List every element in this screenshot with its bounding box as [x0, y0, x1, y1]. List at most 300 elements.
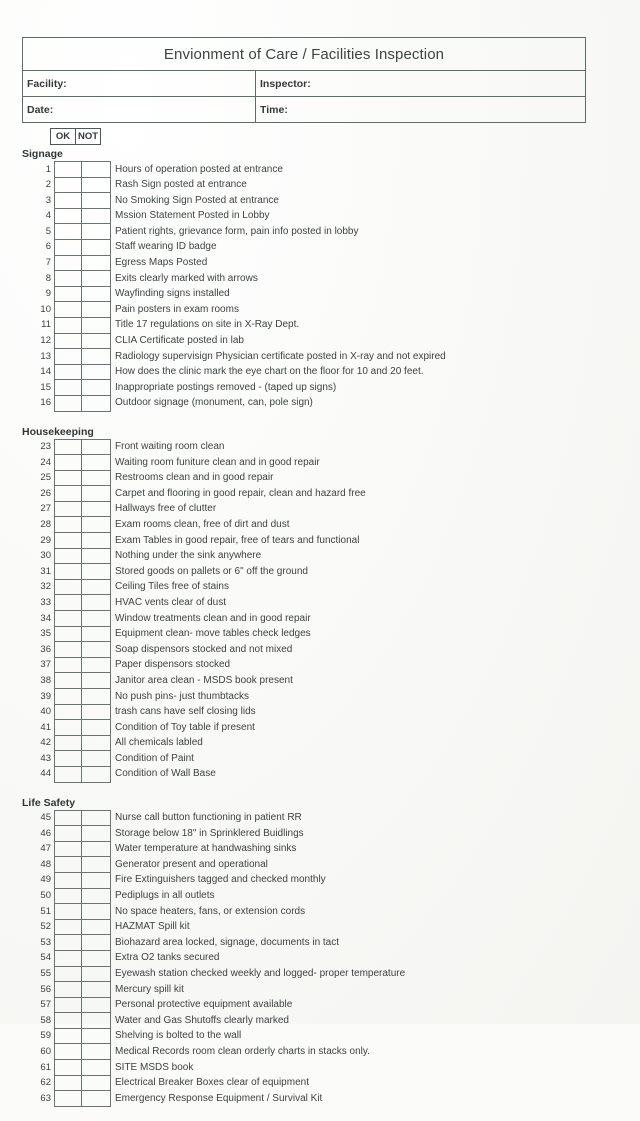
ok-checkbox-cell[interactable] [55, 720, 82, 736]
table-row [22, 517, 367, 533]
row-label: Generator present and operational [115, 858, 268, 870]
table-row [22, 904, 406, 920]
row-label: Window treatments clean and in good repair [115, 612, 311, 624]
not-checkbox-cell[interactable] [82, 872, 111, 888]
facility-field[interactable]: Facility: [23, 71, 256, 97]
ok-checkbox-cell[interactable] [55, 611, 82, 627]
table-row [22, 548, 367, 564]
row-label: Outdoor signage (monument, can, pole sign) [115, 397, 313, 409]
row-label: Pain posters in exam rooms [115, 303, 239, 315]
row-number: 37 [40, 659, 51, 671]
row-label: Restrooms clean and in good repair [115, 472, 274, 484]
legend-not-label: NOT [77, 131, 99, 142]
table-row [22, 766, 367, 782]
row-label: Rash Sign posted at entrance [115, 179, 247, 191]
row-number: 47 [40, 843, 51, 855]
table-row [22, 1091, 406, 1107]
row-number: 60 [40, 1045, 51, 1057]
ok-checkbox-cell[interactable] [55, 904, 82, 920]
table-row [22, 841, 406, 857]
row-label: Exam Tables in good repair, free of tears and functional [115, 534, 360, 546]
not-checkbox-cell[interactable] [82, 395, 111, 411]
not-checkbox-cell[interactable] [82, 826, 111, 842]
row-number: 57 [40, 999, 51, 1011]
row-label: Waiting room funiture clean and in good repair [115, 456, 320, 468]
table-row [22, 255, 447, 271]
table-row [22, 966, 406, 982]
table-row [22, 239, 447, 255]
not-checkbox-cell[interactable] [82, 517, 111, 533]
section-title: Life Safety [22, 796, 76, 809]
table-row [22, 564, 367, 580]
table-row [22, 193, 447, 209]
row-label: Exam rooms clean, free of dirt and dust [115, 518, 290, 530]
table-row [22, 208, 447, 224]
not-checkbox-cell[interactable] [82, 533, 111, 549]
ok-checkbox-cell[interactable] [55, 470, 82, 486]
ok-checkbox-cell[interactable] [55, 162, 82, 178]
row-label: Ceiling Tiles free of stains [115, 581, 229, 593]
table-row [22, 595, 367, 611]
page-title: Envionment of Care / Facilities Inspection [23, 38, 586, 71]
ok-checkbox-cell[interactable] [55, 872, 82, 888]
row-label: SITE MSDS book [115, 1061, 194, 1073]
ok-checkbox-cell[interactable] [55, 935, 82, 951]
not-checkbox-cell[interactable] [82, 193, 111, 209]
not-checkbox-cell[interactable] [82, 888, 111, 904]
row-number: 33 [40, 596, 51, 608]
row-number: 52 [40, 921, 51, 933]
table-row [22, 1013, 406, 1029]
table-row [22, 689, 367, 705]
time-field[interactable]: Time: [256, 97, 586, 123]
row-label: trash cans have self closing lids [115, 706, 256, 718]
row-label: Condition of Paint [115, 752, 194, 764]
table-row [22, 302, 447, 318]
table-row [22, 1060, 406, 1076]
not-checkbox-cell[interactable] [82, 611, 111, 627]
row-label: Shelving is bolted to the wall [115, 1030, 242, 1042]
table-row [22, 1028, 406, 1044]
row-label: Janitor area clean - MSDS book present [115, 674, 293, 686]
ok-checkbox-cell[interactable] [55, 333, 82, 349]
not-checkbox-cell[interactable] [82, 1013, 111, 1029]
row-number: 32 [40, 581, 51, 593]
row-number: 15 [40, 381, 51, 393]
row-number: 4 [45, 210, 51, 222]
row-label: Nurse call button functioning in patient RR [115, 812, 302, 824]
not-checkbox-cell[interactable] [82, 177, 111, 193]
row-number: 28 [40, 518, 51, 530]
date-time-row [23, 97, 586, 123]
ok-checkbox-cell[interactable] [55, 455, 82, 471]
table-row [22, 997, 406, 1013]
not-checkbox-cell[interactable] [82, 439, 111, 455]
row-label: Extra O2 tanks secured [115, 952, 220, 964]
date-field[interactable]: Date: [23, 97, 256, 123]
ok-checkbox-cell[interactable] [55, 380, 82, 396]
not-checkbox-cell[interactable] [82, 673, 111, 689]
ok-checkbox-cell[interactable] [55, 751, 82, 767]
row-number: 40 [40, 706, 51, 718]
ok-checkbox-cell[interactable] [55, 255, 82, 271]
row-label: CLIA Certificate posted in lab [115, 335, 244, 347]
not-checkbox-cell[interactable] [82, 657, 111, 673]
section-title: Signage [22, 148, 63, 160]
not-checkbox-cell[interactable] [82, 548, 111, 564]
row-number: 43 [40, 752, 51, 764]
ok-checkbox-cell[interactable] [55, 177, 82, 193]
row-number: 44 [40, 768, 51, 780]
ok-checkbox-cell[interactable] [55, 239, 82, 255]
ok-checkbox-cell[interactable] [55, 966, 82, 982]
row-label: Water temperature at handwashing sinks [115, 843, 297, 855]
row-label: All chemicals labled [115, 737, 203, 749]
row-number: 12 [40, 335, 51, 347]
table-row [22, 611, 367, 627]
table-row [22, 642, 367, 658]
row-label: Staff wearing ID badge [115, 241, 217, 253]
row-label: Electrical Breaker Boxes clear of equipment [115, 1077, 309, 1089]
not-checkbox-cell[interactable] [82, 751, 111, 767]
row-label: Condition of Toy table if present [115, 721, 255, 733]
row-label: Inappropriate postings removed - (taped up signs) [115, 381, 337, 393]
row-label: How does the clinic mark the eye chart on the floor for 10 and 20 feet. [115, 366, 424, 378]
ok-checkbox-cell[interactable] [55, 271, 82, 287]
ok-checkbox-cell[interactable] [55, 517, 82, 533]
not-checkbox-cell[interactable] [82, 642, 111, 658]
row-label: Emergency Response Equipment / Survival Kit [115, 1092, 323, 1104]
table-row [22, 286, 447, 302]
ok-checkbox-cell[interactable] [55, 595, 82, 611]
row-number: 9 [45, 288, 51, 300]
ok-checkbox-cell[interactable] [55, 548, 82, 564]
row-label: Mercury spill kit [115, 983, 184, 995]
ok-checkbox-cell[interactable] [55, 857, 82, 873]
checklist-sections [0, 148, 640, 1121]
row-number: 49 [40, 874, 51, 886]
row-number: 56 [40, 983, 51, 995]
row-number: 46 [40, 827, 51, 839]
ok-checkbox-cell[interactable] [55, 564, 82, 580]
title-row [23, 38, 586, 71]
row-label: Biohazard area locked, signage, documents in tact [115, 936, 340, 948]
ok-checkbox-cell[interactable] [55, 841, 82, 857]
ok-checkbox-cell[interactable] [55, 501, 82, 517]
ok-checkbox-cell[interactable] [55, 208, 82, 224]
not-checkbox-cell[interactable] [82, 626, 111, 642]
ok-checkbox-cell[interactable] [55, 982, 82, 998]
row-number: 51 [40, 905, 51, 917]
not-checkbox-cell[interactable] [82, 1060, 111, 1076]
not-checkbox-cell[interactable] [82, 950, 111, 966]
row-number: 27 [40, 503, 51, 515]
table-row [22, 224, 447, 240]
row-label: HAZMAT Spill kit [115, 921, 190, 933]
not-checkbox-cell[interactable] [82, 364, 111, 380]
row-number: 24 [40, 456, 51, 468]
not-checkbox-cell[interactable] [82, 704, 111, 720]
form-header-table [22, 37, 586, 123]
table-row [22, 1075, 406, 1091]
ok-checkbox-cell[interactable] [55, 673, 82, 689]
row-number: 16 [40, 397, 51, 409]
table-row [22, 486, 367, 502]
row-label: Egress Maps Posted [115, 257, 208, 269]
ok-checkbox-cell[interactable] [55, 657, 82, 673]
legend-ok-label: OK [51, 129, 76, 144]
ok-checkbox-cell[interactable] [55, 826, 82, 842]
row-label: Front waiting room clean [115, 441, 225, 452]
row-number: 41 [40, 721, 51, 733]
ok-checkbox-cell[interactable] [55, 364, 82, 380]
table-row [22, 810, 406, 826]
table-row [22, 533, 367, 549]
ok-checkbox-cell[interactable] [55, 888, 82, 904]
row-number: 2 [45, 179, 51, 191]
not-checkbox-cell[interactable] [82, 271, 111, 287]
table-row [22, 826, 406, 842]
ok-checkbox-cell[interactable] [55, 349, 82, 365]
table-row [22, 673, 367, 689]
row-number: 61 [40, 1061, 51, 1073]
inspector-field[interactable]: Inspector: [256, 71, 586, 97]
not-checkbox-cell[interactable] [82, 255, 111, 271]
ok-checkbox-cell[interactable] [55, 1075, 82, 1091]
not-checkbox-cell[interactable] [82, 1044, 111, 1060]
not-checkbox-cell[interactable] [82, 904, 111, 920]
row-label: Hours of operation posted at entrance [115, 163, 283, 175]
ok-checkbox-cell[interactable] [55, 533, 82, 549]
table-row [22, 657, 367, 673]
row-label: Personal protective equipment available [115, 999, 293, 1011]
table-row [22, 579, 367, 595]
not-checkbox-cell[interactable] [82, 455, 111, 471]
row-label: Patient rights, grievance form, pain info posted in lobby [115, 225, 359, 237]
ok-checkbox-cell[interactable] [55, 579, 82, 595]
table-row [22, 626, 367, 642]
not-checkbox-cell[interactable] [82, 689, 111, 705]
ok-checkbox-cell[interactable] [55, 704, 82, 720]
row-label: Fire Extinguishers tagged and checked monthly [115, 874, 326, 886]
not-checkbox-cell[interactable] [82, 720, 111, 736]
row-label: Paper dispensors stocked [115, 659, 231, 671]
table-row [22, 950, 406, 966]
not-checkbox-cell[interactable] [82, 579, 111, 595]
table-row [22, 1044, 406, 1060]
row-number: 54 [40, 952, 51, 964]
not-checkbox-cell[interactable] [82, 982, 111, 998]
row-label: HVAC vents clear of dust [115, 596, 226, 608]
not-checkbox-cell[interactable] [82, 735, 111, 751]
ok-checkbox-cell[interactable] [55, 919, 82, 935]
row-number: 7 [45, 257, 51, 269]
row-label: Hallways free of clutter [115, 503, 217, 515]
row-number: 29 [40, 534, 51, 546]
table-row [22, 935, 406, 951]
not-checkbox-cell[interactable] [82, 1028, 111, 1044]
row-label: Condition of Wall Base [115, 768, 216, 780]
row-number: 39 [40, 690, 51, 702]
table-row [22, 317, 447, 333]
not-checkbox-cell[interactable] [82, 1075, 111, 1091]
table-row [22, 872, 406, 888]
not-checkbox-cell[interactable] [82, 935, 111, 951]
table-row [22, 349, 447, 365]
table-row [22, 919, 406, 935]
ok-checkbox-cell[interactable] [55, 1013, 82, 1029]
row-label: No push pins- just thumbtacks [115, 690, 249, 702]
row-number: 13 [40, 350, 51, 362]
not-checkbox-cell[interactable] [82, 333, 111, 349]
section-title: Housekeeping [22, 425, 94, 438]
row-label: Exits clearly marked with arrows [115, 272, 258, 284]
not-checkbox-cell[interactable] [82, 224, 111, 240]
row-number: 35 [40, 628, 51, 640]
not-checkbox-cell[interactable] [82, 564, 111, 580]
not-checkbox-cell[interactable] [82, 857, 111, 873]
row-number: 50 [40, 890, 51, 902]
table-row [22, 720, 367, 736]
not-checkbox-cell[interactable] [82, 286, 111, 302]
row-number: 8 [45, 272, 51, 284]
ok-checkbox-cell[interactable] [55, 395, 82, 411]
table-row [22, 439, 367, 455]
row-label: Equipment clean- move tables check ledges [115, 628, 311, 640]
row-number: 5 [45, 225, 51, 237]
checklist-section [0, 148, 640, 412]
not-checkbox-cell[interactable] [82, 349, 111, 365]
not-checkbox-cell[interactable] [82, 470, 111, 486]
table-row [22, 364, 447, 380]
row-number: 36 [40, 643, 51, 655]
row-label: Carpet and flooring in good repair, clean and hazard free [115, 487, 366, 499]
row-label: Pediplugs in all outlets [115, 890, 215, 902]
row-number: 62 [40, 1077, 51, 1089]
table-row [22, 470, 367, 486]
not-checkbox-cell[interactable] [82, 501, 111, 517]
row-number: 3 [45, 194, 51, 206]
table-row [22, 751, 367, 767]
row-number: 25 [40, 472, 51, 484]
row-label: Stored goods on pallets or 6" off the ground [115, 565, 308, 577]
ok-checkbox-cell[interactable] [55, 1091, 82, 1107]
row-number: 48 [40, 858, 51, 870]
ok-checkbox-cell[interactable] [55, 735, 82, 751]
row-number: 23 [40, 441, 51, 452]
row-number: 42 [40, 737, 51, 749]
not-checkbox-cell[interactable] [82, 317, 111, 333]
ok-checkbox-cell[interactable] [55, 1044, 82, 1060]
checklist-table [22, 810, 406, 1107]
ok-checkbox-cell[interactable] [55, 224, 82, 240]
not-checkbox-cell[interactable] [82, 810, 111, 826]
ok-not-legend [50, 128, 101, 145]
table-row [22, 455, 367, 471]
row-label: No space heaters, fans, or extension cords [115, 905, 306, 917]
row-number: 34 [40, 612, 51, 624]
row-label: Wayfinding signs installed [115, 288, 230, 300]
table-row [22, 704, 367, 720]
table-row [22, 162, 447, 178]
row-label: Title 17 regulations on site in X-Ray Dept. [115, 319, 300, 331]
ok-checkbox-cell[interactable] [55, 286, 82, 302]
row-number: 58 [40, 1014, 51, 1026]
row-number: 1 [45, 163, 51, 175]
row-number: 55 [40, 968, 51, 979]
table-row [22, 982, 406, 998]
table-row [22, 333, 447, 349]
not-checkbox-cell[interactable] [82, 1091, 111, 1107]
row-label: Nothing under the sink anywhere [115, 550, 262, 562]
not-checkbox-cell[interactable] [82, 208, 111, 224]
ok-checkbox-cell[interactable] [55, 302, 82, 318]
ok-checkbox-cell[interactable] [55, 1028, 82, 1044]
checklist-section [0, 426, 640, 783]
not-checkbox-cell[interactable] [82, 919, 111, 935]
table-row [22, 735, 367, 751]
ok-checkbox-cell[interactable] [55, 689, 82, 705]
ok-checkbox-cell[interactable] [55, 997, 82, 1013]
row-number: 31 [40, 565, 51, 577]
row-label: Eyewash station checked weekly and logged- proper temperature [115, 968, 406, 979]
row-number: 53 [40, 936, 51, 948]
not-checkbox-cell[interactable] [82, 239, 111, 255]
ok-checkbox-cell[interactable] [55, 626, 82, 642]
not-checkbox-cell[interactable] [82, 162, 111, 178]
row-number: 26 [40, 487, 51, 499]
not-checkbox-cell[interactable] [82, 766, 111, 782]
table-row [22, 888, 406, 904]
row-number: 10 [40, 303, 51, 315]
not-checkbox-cell[interactable] [82, 486, 111, 502]
not-checkbox-cell[interactable] [82, 966, 111, 982]
ok-checkbox-cell[interactable] [55, 950, 82, 966]
row-label: Water and Gas Shutoffs clearly marked [115, 1014, 289, 1026]
table-row [22, 857, 406, 873]
row-number: 14 [40, 366, 51, 378]
not-checkbox-cell[interactable] [82, 380, 111, 396]
row-label: Mssion Statement Posted in Lobby [115, 210, 270, 222]
not-checkbox-cell[interactable] [82, 595, 111, 611]
row-label: Soap dispensors stocked and not mixed [115, 643, 293, 655]
ok-checkbox-cell[interactable] [55, 810, 82, 826]
ok-checkbox-cell[interactable] [55, 1060, 82, 1076]
ok-checkbox-cell[interactable] [55, 486, 82, 502]
ok-checkbox-cell[interactable] [55, 317, 82, 333]
row-number: 45 [40, 812, 51, 824]
ok-checkbox-cell[interactable] [55, 766, 82, 782]
table-row [22, 271, 447, 287]
row-number: 59 [40, 1030, 51, 1042]
checklist-table [22, 439, 367, 783]
row-number: 38 [40, 674, 51, 686]
table-row [22, 501, 367, 517]
checklist-section [0, 797, 640, 1107]
ok-checkbox-cell[interactable] [55, 439, 82, 455]
row-label: No Smoking Sign Posted at entrance [115, 194, 279, 206]
facility-inspector-row [23, 71, 586, 97]
not-checkbox-cell[interactable] [82, 841, 111, 857]
table-row [22, 380, 447, 396]
ok-checkbox-cell[interactable] [55, 193, 82, 209]
not-checkbox-cell[interactable] [82, 997, 111, 1013]
row-number: 6 [45, 241, 51, 253]
row-number: 11 [41, 319, 51, 331]
ok-checkbox-cell[interactable] [55, 642, 82, 658]
not-checkbox-cell[interactable] [82, 302, 111, 318]
row-label: Storage below 18" in Sprinklered Buidlings [115, 827, 304, 839]
